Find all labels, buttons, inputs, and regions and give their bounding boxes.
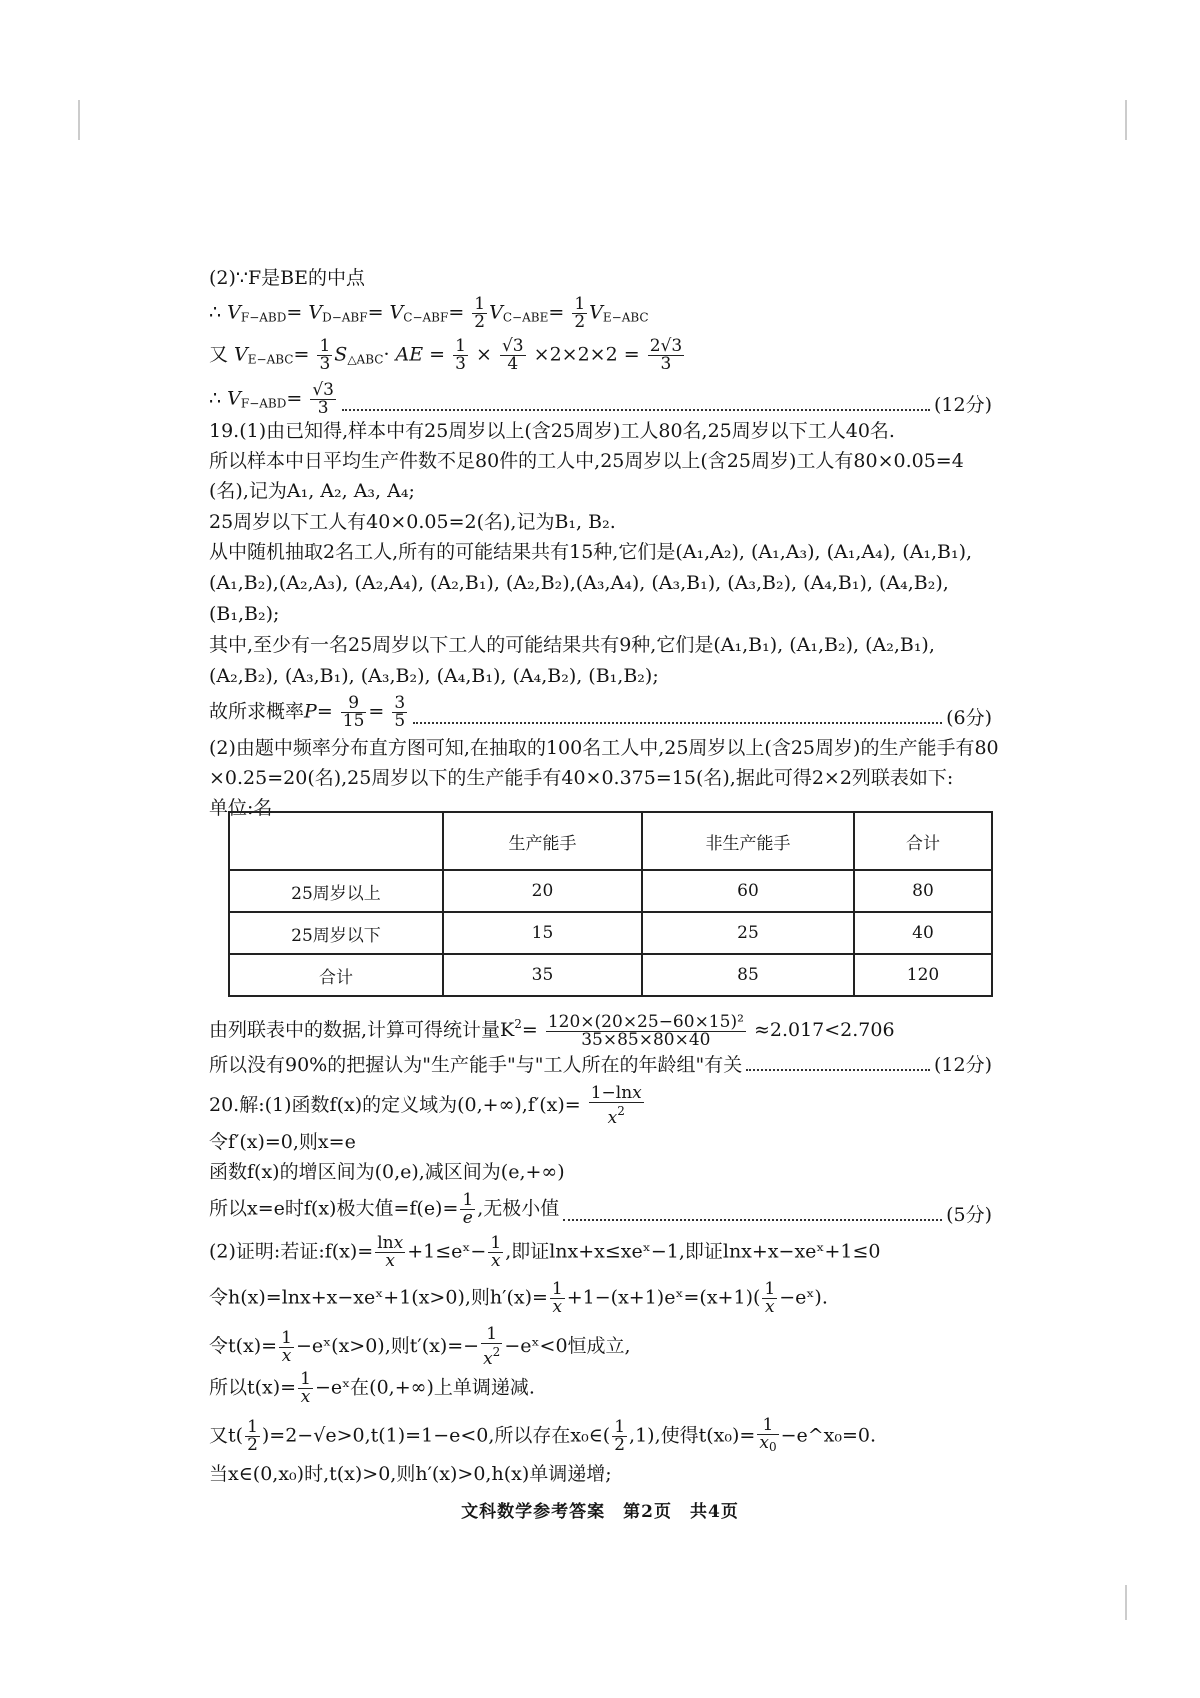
table-cell: 15 bbox=[443, 912, 642, 954]
page-footer: 文科数学参考答案 第2页 共4页 bbox=[461, 1502, 739, 1522]
s19-line9: (A₂,B₂), (A₃,B₁), (A₃,B₂), (A₄,B₁), (A₄,B₂), (B₁,B₂); bbox=[209, 665, 659, 687]
table-cell: 合计 bbox=[229, 954, 443, 996]
contingency-table bbox=[228, 811, 993, 997]
dot-leader bbox=[413, 722, 942, 724]
s19-line3: (名),记为A₁, A₂, A₃, A₄; bbox=[209, 480, 415, 502]
table-cell: 80 bbox=[854, 870, 992, 912]
scan-edge-mark bbox=[78, 100, 80, 140]
table-cell: 25周岁以下 bbox=[229, 912, 443, 954]
s18-volume-equality: ∴ $V_{F-ABD}= V_{D-ABF}= V_{C-ABF}=$ $\frac{1}{2}$ $V_{C-ABE}=$ $\frac{1}{2}$ $V_{E-ABC}$ bbox=[209, 294, 649, 332]
s19-line7: (B₁,B₂); bbox=[209, 603, 280, 625]
dot-leader bbox=[342, 409, 930, 411]
scan-edge-mark bbox=[1125, 100, 1127, 140]
table-cell: 25周岁以上 bbox=[229, 870, 443, 912]
s20-proof-line5: 又t( $\frac{1}{2}$ )=2−√e>0,t(1)=1−e<0,所以存在x₀∈( $\frac{1}{2}$ ,1),使得t(x₀)= $\frac{1}{x_0}$ −e^x₀=0. bbox=[209, 1415, 877, 1455]
scan-edge-mark bbox=[1125, 1585, 1127, 1620]
table-cell: 生产能手 bbox=[443, 812, 642, 870]
s18-line1: (2)∵F是BE的中点 bbox=[209, 267, 366, 289]
score: (5分) bbox=[946, 1204, 992, 1226]
table-cell: 25 bbox=[642, 912, 854, 954]
s19-line5: 从中随机抽取2名工人,所有的可能结果共有15种,它们是(A₁,A₂), (A₁,A₃), (A₁,A₄), (A₁,B₁), bbox=[209, 541, 973, 563]
s19-line6: (A₁,B₂),(A₂,A₃), (A₂,A₄), (A₂,B₁), (A₂,B₂),(A₃,A₄), (A₃,B₁), (A₃,B₂), (A₄,B₁), (A₄,B₂), bbox=[209, 572, 949, 594]
s20-line1: 20.解:(1)函数f(x)的定义域为(0,+∞),f′(x)= $\frac{1-\ln x}{x^2}$ bbox=[209, 1083, 642, 1128]
s20-proof-line4: 所以t(x)= $\frac{1}{x}$ −eˣ在(0,+∞)上单调递减. bbox=[209, 1369, 535, 1407]
table-row bbox=[229, 870, 992, 912]
s20-line3: 函数f(x)的增区间为(0,e),减区间为(e,+∞) bbox=[209, 1161, 565, 1183]
table-cell: 合计 bbox=[854, 812, 992, 870]
s19-part2-line2: ×0.25=20(名),25周岁以下的生产能手有40×0.375=15(名),据此可得2×2列联表如下: bbox=[209, 767, 954, 789]
s19-conclusion: 所以没有90%的把握认为"生产能手"与"工人所在的年龄组"有关 (12分) bbox=[209, 1054, 992, 1076]
score: (12分) bbox=[933, 1054, 992, 1076]
s20-extreme-value: 所以x=e时f(x)极大值=f(e)= $\frac{1}{e}$ ,无极小值 (5分) bbox=[209, 1190, 992, 1228]
table-cell: 40 bbox=[854, 912, 992, 954]
table-header-row bbox=[229, 812, 992, 870]
s20-proof-line3: 令t(x)= $\frac{1}{x}$ −eˣ(x>0),则t′(x)=− $\frac{1}{x^2}$ −eˣ<0恒成立, bbox=[209, 1324, 631, 1369]
s19-probability: 故所求概率P= $\frac{9}{15}$ = $\frac{3}{5}$ (6分) bbox=[209, 693, 992, 731]
s19-k2-statistic: 由列联表中的数据,计算可得统计量$K^2=$ $\frac{\text{120×(20×25−60×15)²}}{35\times 85\times 80\times 40}$ ≈2.017<2.706 bbox=[209, 1011, 895, 1050]
s20-proof-line6: 当x∈(0,x₀)时,t(x)>0,则h′(x)>0,h(x)单调递增; bbox=[209, 1463, 612, 1485]
table-cell: 60 bbox=[642, 870, 854, 912]
table-cell: 120 bbox=[854, 954, 992, 996]
s19-line8: 其中,至少有一名25周岁以下工人的可能结果共有9种,它们是(A₁,B₁), (A₁,B₂), (A₂,B₁), bbox=[209, 634, 935, 656]
table-cell: 35 bbox=[443, 954, 642, 996]
table-cell: 85 bbox=[642, 954, 854, 996]
s20-proof-line2: 令h(x)=lnx+x−xeˣ+1(x>0),则h′(x)= $\frac{1}{x}$ +1−(x+1)eˣ=(x+1)( $\frac{1}{x}$ −eˣ). bbox=[209, 1279, 828, 1317]
table-cell: 20 bbox=[443, 870, 642, 912]
table-row bbox=[229, 954, 992, 996]
s18-volume-compute: 又 $V_{E-ABC}=$ $\frac{1}{3}$ $S_{\triangle ABC}\cdot$ AE = $\frac{1}{3}$ × $\frac{√3}{4}$ ×2×2×2 = $\frac{2√3}{3}$ bbox=[209, 336, 683, 374]
s20-proof-line1: (2)证明:若证:f(x)= $\frac{\ln x}{x}$ +1≤eˣ− $\frac{1}{x}$ ,即证lnx+x≤xeˣ−1,即证lnx+x−xeˣ+1≤0 bbox=[209, 1233, 881, 1271]
s19-line4: 25周岁以下工人有40×0.05=2(名),记为B₁, B₂. bbox=[209, 511, 616, 533]
s19-part2-line1: (2)由题中频率分布直方图可知,在抽取的100名工人中,25周岁以上(含25周岁)的生产能手有80 bbox=[209, 737, 999, 759]
s19-line2: 所以样本中日平均生产件数不足80件的工人中,25周岁以上(含25周岁)工人有80×0.05=4 bbox=[209, 450, 964, 472]
score: (6分) bbox=[946, 707, 992, 729]
score: (12分) bbox=[933, 394, 992, 416]
table-row bbox=[229, 912, 992, 954]
dot-leader bbox=[563, 1219, 942, 1221]
table-cell: 非生产能手 bbox=[642, 812, 854, 870]
s19-unit: 单位:名 bbox=[209, 797, 273, 819]
s20-line2: 令f′(x)=0,则x=e bbox=[209, 1131, 356, 1153]
s18-result: ∴ $V_{F-ABD}=$ $\frac{√3}{3}$ (12分) bbox=[209, 380, 992, 418]
s19-line1: 19.(1)由已知得,样本中有25周岁以上(含25周岁)工人80名,25周岁以下工人40名. bbox=[209, 420, 895, 442]
dot-leader bbox=[746, 1069, 930, 1071]
table-cell bbox=[229, 812, 443, 870]
